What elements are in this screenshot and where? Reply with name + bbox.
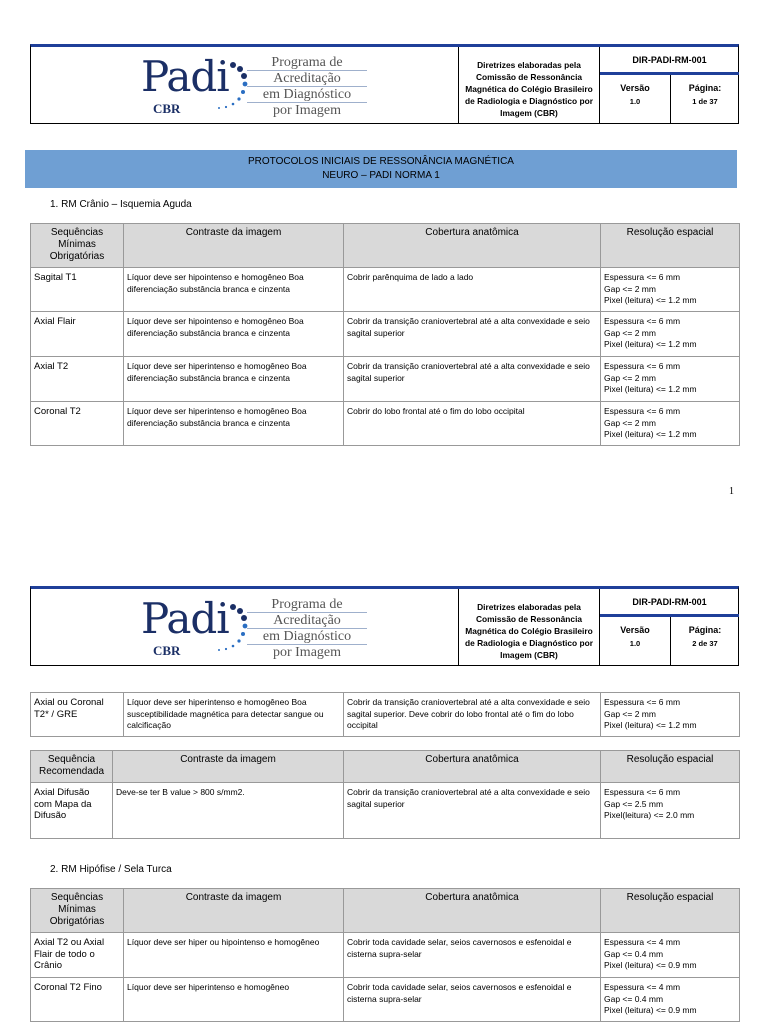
- coverage-cell: Cobrir toda cavidade selar, seios cavernosos e esfenoidal e cisterna supra-selar: [344, 933, 601, 978]
- table-row: [31, 357, 740, 402]
- resolution-cell: Espessura <= 6 mm Gap <= 2 mm Pixel (leitura) <= 1.2 mm: [601, 693, 740, 737]
- header-meta: [599, 47, 739, 124]
- recommended-sequence-table: [30, 750, 740, 839]
- column-header: Resolução espacial: [601, 889, 740, 933]
- logo-cbr-text: CBR: [153, 101, 181, 116]
- sequence-name: Coronal T2 Fino: [31, 978, 124, 1022]
- protocol-table-1: [30, 223, 740, 446]
- coverage-cell: Cobrir do lobo frontal até o fim do lobo occipital: [344, 402, 601, 446]
- logo-padi-text: Padi: [141, 52, 229, 101]
- page-cell: [670, 617, 739, 666]
- header-meta: [599, 589, 739, 666]
- sequence-name: Axial Flair: [31, 312, 124, 357]
- protocol-banner: [25, 150, 737, 188]
- contrast-cell: Líquor deve ser hiperintenso e homogêneo Boa susceptibilidade magnética para detectar sangue ou calcificação: [124, 693, 344, 737]
- contrast-cell: Líquor deve ser hiperintenso e homogêneo Boa diferenciação substância branca e cinzenta: [124, 357, 344, 402]
- column-header: Sequência Recomendada: [31, 751, 113, 783]
- coverage-cell: Cobrir toda cavidade selar, seios cavernosos e esfenoidal e cisterna supra-selar: [344, 978, 601, 1022]
- sequence-name: Coronal T2: [31, 402, 124, 446]
- column-header: Contraste da imagem: [124, 889, 344, 933]
- sequence-name: Axial T2 ou Axial Flair de todo o Crânio: [31, 933, 124, 978]
- column-header: Resolução espacial: [601, 224, 740, 268]
- page-value: 2 de 37: [692, 639, 718, 648]
- table-row: [31, 783, 740, 839]
- contrast-cell: Líquor deve ser hipointenso e homogêneo Boa diferenciação substância branca e cinzenta: [124, 312, 344, 357]
- version-label: Versão: [620, 83, 650, 93]
- table-row: [31, 693, 740, 737]
- logo-program-text: Programa de Acreditação em Diagnóstico por Imagem: [247, 597, 367, 660]
- version-value: 1.0: [629, 97, 641, 106]
- document-code: DIR-PADI-RM-001: [600, 47, 739, 75]
- contrast-cell: Líquor deve ser hiperintenso e homogêneo: [124, 978, 344, 1022]
- sequence-name: Axial T2: [31, 357, 124, 402]
- padi-logo: [141, 595, 381, 665]
- contrast-cell: Líquor deve ser hiper ou hipointenso e homogêneo: [124, 933, 344, 978]
- sequence-name: Sagital T1: [31, 268, 124, 312]
- section-title-2: 2. RM Hipófise / Sela Turca: [50, 864, 172, 875]
- column-header: Cobertura anatômica: [344, 224, 601, 268]
- padi-logo: [141, 53, 381, 123]
- page-cell: [670, 75, 739, 124]
- contrast-cell: Líquor deve ser hiperintenso e homogêneo Boa diferenciação substância branca e cinzenta: [124, 402, 344, 446]
- resolution-cell: Espessura <= 6 mm Gap <= 2 mm Pixel (leitura) <= 1.2 mm: [601, 402, 740, 446]
- version-value: 1.0: [629, 639, 641, 648]
- page2-header: [30, 586, 739, 666]
- coverage-cell: Cobrir da transição craniovertebral até a alta convexidade e seio sagital superior. Deve cobrir do lobo frontal até o fim do lobo occipital: [344, 693, 601, 737]
- resolution-cell: Espessura <= 4 mm Gap <= 0.4 mm Pixel (leitura) <= 0.9 mm: [601, 978, 740, 1022]
- coverage-cell: Cobrir da transição craniovertebral até a alta convexidade e seio sagital superior: [344, 312, 601, 357]
- table-row: [31, 933, 740, 978]
- table-row: [31, 402, 740, 446]
- column-header: Sequências Mínimas Obrigatórias: [31, 889, 124, 933]
- table-row: [31, 978, 740, 1022]
- resolution-cell: Espessura <= 6 mm Gap <= 2 mm Pixel (leitura) <= 1.2 mm: [601, 357, 740, 402]
- contrast-cell: Líquor deve ser hipointenso e homogêneo Boa diferenciação substância branca e cinzenta: [124, 268, 344, 312]
- header-description: Diretrizes elaboradas pela Comissão de Ressonância Magnética do Colégio Brasileiro de Radiologia e Diagnóstico por Imagem (CBR): [458, 589, 599, 666]
- page-value: 1 de 37: [692, 97, 718, 106]
- resolution-cell: Espessura <= 6 mm Gap <= 2.5 mm Pixel(leitura) <= 2.0 mm: [601, 783, 740, 839]
- version-cell: [600, 617, 670, 666]
- sequence-name: Axial ou Coronal T2* / GRE: [31, 693, 124, 737]
- column-header: Contraste da imagem: [124, 224, 344, 268]
- column-header: Cobertura anatômica: [344, 751, 601, 783]
- header-description: Diretrizes elaboradas pela Comissão de Ressonância Magnética do Colégio Brasileiro de Radiologia e Diagnóstico por Imagem (CBR): [458, 47, 599, 124]
- document-code: DIR-PADI-RM-001: [600, 589, 739, 617]
- logo-program-text: Programa de Acreditação em Diagnóstico por Imagem: [247, 55, 367, 118]
- column-header: Cobertura anatômica: [344, 889, 601, 933]
- section-title-1: 1. RM Crânio – Isquemia Aguda: [50, 199, 192, 210]
- coverage-cell: Cobrir da transição craniovertebral até a alta convexidade e seio sagital superior: [344, 357, 601, 402]
- page1-header: [30, 44, 739, 124]
- column-header: Sequências Mínimas Obrigatórias: [31, 224, 124, 268]
- sequence-name: Axial Difusão com Mapa da Difusão: [31, 783, 113, 839]
- logo-padi-text: Padi: [141, 594, 229, 643]
- contrast-cell: Deve-se ter B value > 800 s/mm2.: [113, 783, 344, 839]
- protocol-table-1-continued: [30, 692, 740, 737]
- protocol-table-2: [30, 888, 740, 1022]
- table-row: [31, 312, 740, 357]
- table-row: [31, 268, 740, 312]
- page-label: Página:: [688, 83, 722, 93]
- logo-cbr-text: CBR: [153, 643, 181, 658]
- version-cell: [600, 75, 670, 124]
- page-number: 1: [729, 486, 734, 497]
- banner-line-1: PROTOCOLOS INICIAIS DE RESSONÂNCIA MAGNÉTICA: [248, 156, 514, 167]
- coverage-cell: Cobrir da transição craniovertebral até a alta convexidade e seio sagital superior: [344, 783, 601, 839]
- column-header: Resolução espacial: [601, 751, 740, 783]
- resolution-cell: Espessura <= 6 mm Gap <= 2 mm Pixel (leitura) <= 1.2 mm: [601, 268, 740, 312]
- version-label: Versão: [620, 625, 650, 635]
- banner-line-2: NEURO – PADI NORMA 1: [322, 170, 440, 181]
- page-label: Página:: [688, 625, 722, 635]
- resolution-cell: Espessura <= 6 mm Gap <= 2 mm Pixel (leitura) <= 1.2 mm: [601, 312, 740, 357]
- coverage-cell: Cobrir parênquima de lado a lado: [344, 268, 601, 312]
- column-header: Contraste da imagem: [113, 751, 344, 783]
- resolution-cell: Espessura <= 4 mm Gap <= 0.4 mm Pixel (leitura) <= 0.9 mm: [601, 933, 740, 978]
